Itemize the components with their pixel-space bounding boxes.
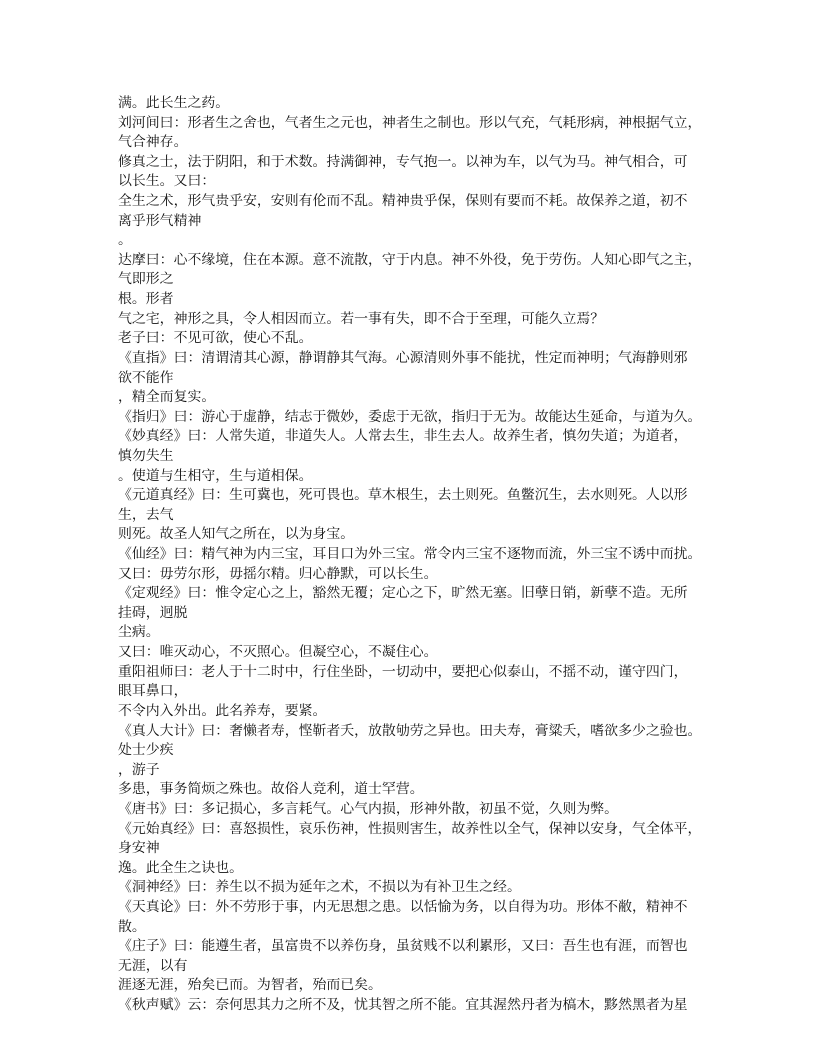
text-line: 《庄子》曰：能遵生者，虽富贵不以养伤身，虽贫贱不以利累形，又曰：吾生也有涯，而智也 xyxy=(118,938,688,955)
text-line: 眼耳鼻口， xyxy=(118,683,188,700)
text-line: 达摩曰：心不缘境，住在本源。意不流散，守于内息。神不外役，免于劳伤。人知心即气之主， xyxy=(118,251,702,268)
text-line: 满。此长生之药。 xyxy=(118,95,230,111)
text-line: 全生之术，形气贵乎安，安则有伦而不乱。精神贵乎保，保则有要而不耗。故保养之道，初不 xyxy=(118,193,688,210)
text-line: 《定观经》曰：惟令定心之上，豁然无覆；定心之下，旷然无塞。旧孽日销，新孽不造。无所 xyxy=(118,585,688,602)
text-line: 《真人大计》曰：奢懒者寿，悭靳者夭，放散劬劳之异也。田夫寿，膏粱夭，嗜欲多少之验也。 xyxy=(118,722,702,739)
text-line: 气之宅，神形之具，令人相因而立。若一事有失，即不合于至理，可能久立焉？ xyxy=(118,310,605,327)
text-line: 挂碍，迥脱 xyxy=(118,604,188,621)
text-line: 《洞神经》曰：养生以不损为延年之术，不损以为有补卫生之经。 xyxy=(118,879,521,896)
text-line: 身安神 xyxy=(118,840,160,857)
text-line: 无涯，以有 xyxy=(118,957,188,974)
text-line: 。使道与生相守，生与道相保。 xyxy=(118,467,313,484)
text-line: 《妙真经》曰：人常失道，非道失人。人常去生，非生去人。故养生者，慎勿失道；为道者， xyxy=(118,428,688,445)
text-line: 《直指》曰：清谓清其心源，静谓静其气海。心源清则外事不能扰，性定而神明；气海静则邪 xyxy=(118,349,688,366)
text-line: 《元始真经》曰：喜怒损性，哀乐伤神，性损则害生，故养性以全气，保神以安身，气全体平， xyxy=(118,820,702,837)
text-line: 重阳祖师曰：老人于十二时中，行住坐卧，一切动中，要把心似泰山，不摇不动，谨守四门， xyxy=(118,663,688,680)
text-line: 多患，事务简烦之殊也。故俗人竞利，道士罕营。 xyxy=(118,781,424,798)
text-line: 逸。此全生之诀也。 xyxy=(118,859,244,876)
text-line: 慎勿失生 xyxy=(118,447,174,464)
text-line: 处士少疾 xyxy=(118,742,174,759)
text-line: 根。形者 xyxy=(118,291,174,308)
text-line: 《秋声赋》云：奈何思其力之所不及，忧其智之所不能。宜其渥然丹者为槁木，黟然黑者为星 xyxy=(118,997,688,1014)
text-line: 尘病。 xyxy=(118,624,160,641)
text-line: 《指归》曰：游心于虚静，结志于微妙，委虑于无欲，指归于无为。故能达生延命，与道为久。 xyxy=(118,408,702,425)
text-line: 散。 xyxy=(118,918,146,935)
text-line: 以长生。又曰： xyxy=(118,173,216,190)
text-line: 。 xyxy=(118,232,132,249)
text-line: ，精全而复实。 xyxy=(118,389,216,406)
text-line: 则死。故圣人知气之所在，以为身宝。 xyxy=(118,526,355,543)
text-line: 气合神存。 xyxy=(118,134,188,151)
text-line: 修真之士，法于阴阳，和于术数。持满御神，专气抱一。以神为车，以气为马。神气相合，可 xyxy=(118,153,688,170)
text-line: 《元道真经》曰：生可冀也，死可畏也。草木根生，去土则死。鱼鳖沉生，去水则死。人以形 xyxy=(118,487,688,504)
text-line: 生，去气 xyxy=(118,506,174,523)
text-line: 不令内入外出。此名养寿，要紧。 xyxy=(118,702,327,719)
text-line: 欲不能作 xyxy=(118,369,174,386)
text-line: 《仙经》曰：精气神为内三宝，耳目口为外三宝。常令内三宝不逐物而流，外三宝不诱中而扰。 xyxy=(118,546,702,563)
text-line: 刘河间曰：形者生之舍也，气者生之元也，神者生之制也。形以气充，气耗形病，神根据气立， xyxy=(118,114,702,131)
text-line: 又曰：毋劳尔形，毋摇尔精。归心静默，可以长生。 xyxy=(118,565,438,582)
text-line: 《唐书》曰：多记损心，多言耗气。心气内损，形神外散，初虽不觉，久则为弊。 xyxy=(118,800,619,817)
text-line: 离乎形气精神 xyxy=(118,212,202,229)
text-line: 涯逐无涯，殆矣已而。为智者，殆而已矣。 xyxy=(118,977,382,994)
text-line: ，游子 xyxy=(118,761,160,778)
text-line: 气即形之 xyxy=(118,271,174,288)
text-line: 又曰：唯灭动心，不灭照心。但凝空心，不凝住心。 xyxy=(118,644,438,661)
text-line: 《天真论》曰：外不劳形于事，内无思想之患。以恬愉为务，以自得为功。形体不敝，精神不 xyxy=(118,898,688,915)
document-page xyxy=(118,94,718,1016)
text-line: 老子曰：不见可欲，使心不乱。 xyxy=(118,330,313,347)
